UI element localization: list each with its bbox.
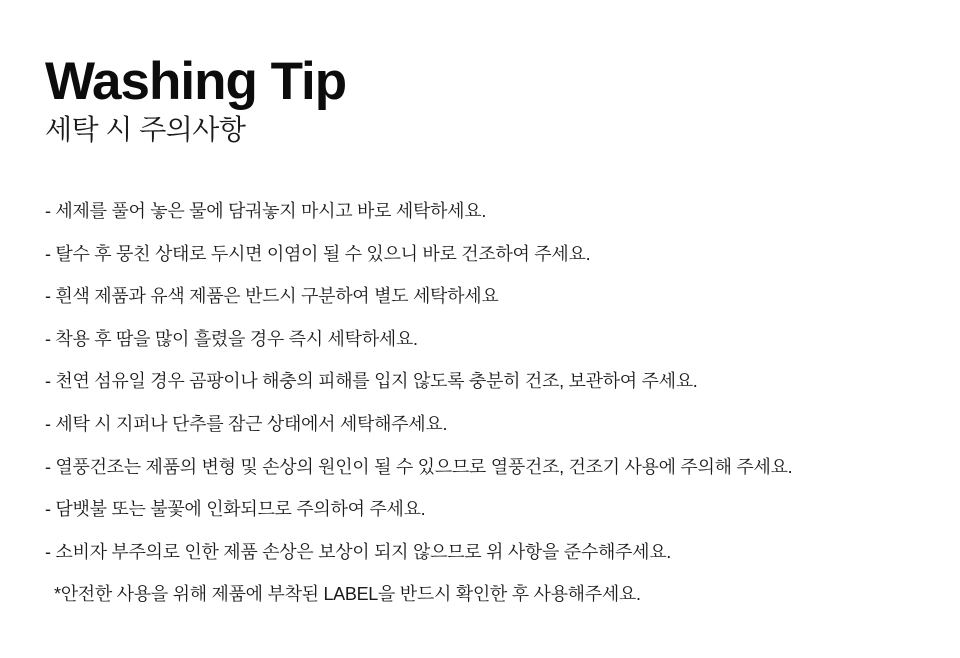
tip-item: - 열풍건조는 제품의 변형 및 손상의 원인이 될 수 있으므로 열풍건조, 건조기 사용에 주의해 주세요.	[45, 456, 793, 477]
tip-item: - 소비자 부주의로 인한 제품 손상은 보상이 되지 않으므로 위 사항을 준수해주세요.	[45, 541, 672, 562]
footnote: *안전한 사용을 위해 제품에 부착된 LABEL을 반드시 확인한 후 사용해주세요.	[54, 584, 641, 605]
tips-list	[45, 190, 920, 573]
tip-item: - 세탁 시 지퍼나 단추를 잠근 상태에서 세탁해주세요.	[45, 413, 448, 434]
page-title: Washing Tip	[45, 52, 347, 111]
tip-item: - 흰색 제품과 유색 제품은 반드시 구분하여 별도 세탁하세요	[45, 286, 499, 307]
tip-item: - 천연 섬유일 경우 곰팡이나 해충의 피해를 입지 않도록 충분히 건조, 보관하여 주세요.	[45, 371, 698, 392]
tip-item: - 탈수 후 뭉친 상태로 두시면 이염이 될 수 있으니 바로 건조하여 주세요.	[45, 243, 591, 264]
tip-item: - 세제를 풀어 놓은 물에 담궈놓지 마시고 바로 세탁하세요.	[45, 200, 487, 221]
page-subtitle: 세탁 시 주의사항	[45, 114, 246, 146]
tip-item: - 담뱃불 또는 불꽃에 인화되므로 주의하여 주세요.	[45, 499, 426, 520]
tip-item: - 착용 후 땀을 많이 흘렸을 경우 즉시 세탁하세요.	[45, 328, 418, 349]
